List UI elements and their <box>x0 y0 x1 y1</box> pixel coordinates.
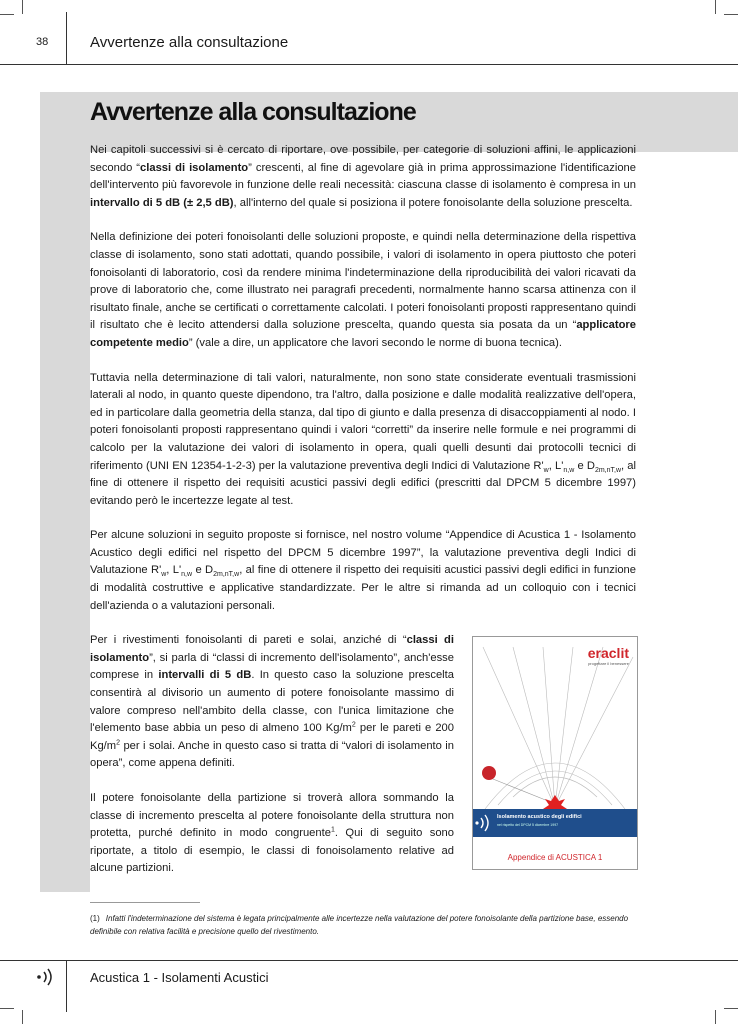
crop-mark <box>0 1008 14 1009</box>
footnote-rule <box>90 902 200 903</box>
sound-waves-icon <box>36 968 56 986</box>
running-title: Avvertenze alla consultazione <box>90 34 289 51</box>
paragraph-3: Tuttavia nella determinazione di tali valori, naturalmente, non sono state considerate eventuali trasmissioni laterali al nodo, in quanto queste dipendono, tra l'altro, dalla posizione e dalle modalità realizzative dell'opera, ed in particolare dalla geometria della stanza, dal tipo di giunto e dalla presenza di disaccoppiamenti al nodo. I poteri fonoisolanti proposti rappresentano quindi i valori “corretti” da inserire nelle formule e nei programmi di calcolo per la valutazione dei valori di isolamento in opera, quali quelli desunti dai protocolli tecnici di riferimento (UNI EN 12354-1-2-3) per la valutazione preventiva degli Indici di Valutazione $R'_w$, $L'_{n,w}$ e $D_{2m,nT,w}$, al fine di ottenere il rispetto dei requisiti acustici passivi degli edifici (prescritti dal DPCM 5 dicembre 1997) evitando però le incertezze legate al test. <box>90 371 636 507</box>
footnote <box>90 912 638 938</box>
paragraph-5: Per i rivestimenti fonoisolanti di pareti e solai, anziché di “classi di isolamento”, si parla di “classi di incremento dell'isolamento”, anch'esse comprese in intervalli di 5 dB. In questo caso la soluzione prescelta consentirà al divisorio un aumento di potere fonoisolante massimo di valore compreso nell'ambito della classe, con l'unica limitazione che l'elemento base abbia un peso di almeno 100 $Kg/m^2$ per le pareti e 200 $Kg/m^2$ per i solai. Anche in questo caso si tratta di “valori di isolamento in opera”, come appena definiti. <box>90 634 454 770</box>
cover-title-band <box>473 809 637 837</box>
brand-tagline: progettare il benessere <box>588 661 629 666</box>
side-band <box>40 92 90 892</box>
footer-rule <box>0 960 738 961</box>
footnote-text: Infatti l'indeterminazione del sistema è legata principalmente alle incertezze nella valutazione del potere fonoisolante della partizione base, essendo definibile con relativa facilità e precisione quello del rivestimento. <box>90 914 629 936</box>
paragraph-6: Il potere fonoisolante della partizione si troverà allora sommando la classe di incremento prescelta al potere fonoisolante della struttura non protetta, purché definito in modo congruente$^1$. Qui di seguito sono riportate, a titolo di esempio, le classi di fonoisolamento relative ad alcune partizioni. <box>90 792 455 875</box>
crop-mark <box>22 1010 23 1024</box>
footer-divider <box>66 960 67 1012</box>
brand-logo: eraclit <box>587 645 629 661</box>
footnote-number: (1) <box>90 914 100 923</box>
crop-mark <box>724 14 738 15</box>
cover-title: Isolamento acustico degli edifici <box>497 814 582 820</box>
paragraph-2: Nella definizione dei poteri fonoisolanti delle soluzioni proposte, e quindi nella determinazione della rispettiva classe di isolamento, sono stati adottati, quando possibile, i valori di isolamento in opera piuttosto che poteri fonoisolanti di laboratorio, così da rendere minima l'indeterminazione della riproducibilità dei valori ricavati da prove di laboratorio che, come illustrato nei paragrafi precedenti, normalmente hanno scarsa attinenza con il risultato finale, anche se certificati o correttamente calcolati. I poteri fonoisolanti proposti rappresentano quindi il risultato che è lecito attendersi dalla soluzione prescelta, quando questa sia posata da un “applicatore competente medio” (vale a dire, un applicatore che lavori secondo le norme di buona tecnica). <box>90 231 636 349</box>
crop-mark <box>715 1010 716 1024</box>
crop-mark <box>0 14 14 15</box>
book-cover-image <box>472 636 638 870</box>
cover-subtitle: nel rispetto del DPCM 5 dicembre 1997 <box>497 823 559 827</box>
page-title: Avvertenze alla consultazione <box>90 98 416 126</box>
page-number: 38 <box>36 36 49 48</box>
sound-waves-icon <box>473 813 493 833</box>
header-divider <box>66 12 67 64</box>
crop-mark <box>715 0 716 14</box>
paragraph-4: Per alcune soluzioni in seguito proposte si fornisce, nel nostro volume “Appendice di Acustica 1 - Isolamento Acustico degli edifici nel rispetto del DPCM 5 dicembre 1997”, la valutazione preventiva degli Indici di Valutazione $R'_w$, $L'_{n,w}$ e $D_{2m,nT,w}$, al fine di ottenere il rispetto dei requisiti acustici passivi degli edifici in funzione di modalità costruttive e applicative standardizzate. Per le altre si rimanda ad un colloquio con i tecnici dell'azienda o a valutazioni personali. <box>90 529 636 612</box>
paragraph-1: Nei capitoli successivi si è cercato di riportare, ove possibile, per categorie di soluzioni affini, le applicazioni secondo “classi di isolamento” crescenti, al fine di agevolare già in prima approssimazione l'identificazione dell'intervento più favorevole in funzione delle reali necessità: ciascuna classe di isolamento è compresa in un intervallo di 5 dB (± 2,5 dB), all'interno del quale si posiziona il potere fonoisolante della soluzione prescelta. <box>90 144 636 209</box>
red-ball <box>482 766 496 780</box>
crop-mark <box>22 0 23 14</box>
crop-mark <box>724 1008 738 1009</box>
footer-text: Acustica 1 - Isolamenti Acustici <box>90 970 269 985</box>
cover-label: Appendice di ACUSTICA 1 <box>507 853 603 862</box>
header-rule <box>0 64 738 65</box>
impact-star <box>543 795 567 809</box>
